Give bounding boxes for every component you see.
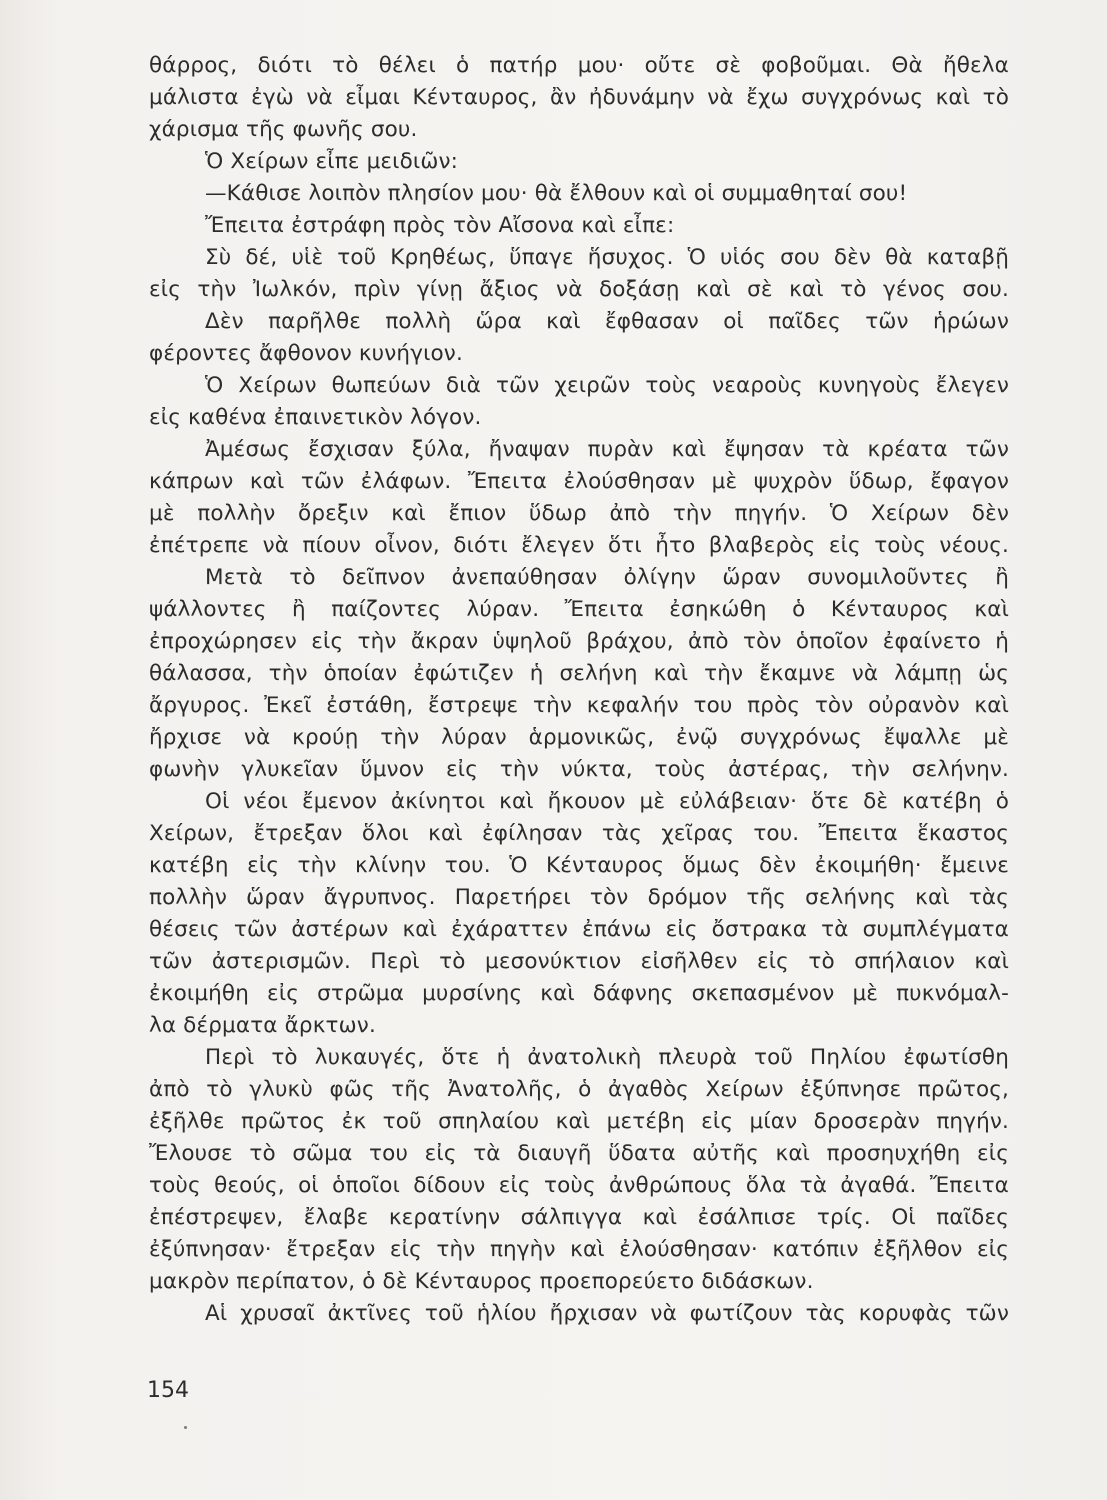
text-line: κατέβη εἰς τὴν κλίνην του. Ὁ Κένταυρος ὅμως δὲν ἐκοιμήθη· ἔμεινε (149, 853, 1009, 878)
text-line: ἐξύπνησαν· ἔτρεξαν εἰς τὴν πηγὴν καὶ ἐλούσθησαν· κατόπιν ἐξῆλθον εἰς (149, 1237, 1009, 1262)
text-line: Δὲν παρῆλθε πολλὴ ὥρα καὶ ἔφθασαν οἱ παῖδες τῶν ἡρώων (205, 309, 1009, 334)
text-line: θάρρος, διότι τὸ θέλει ὁ πατήρ μου· οὔτε σὲ φοβοῦμαι. Θὰ ἤθελα (149, 53, 1009, 78)
text-line: ἐκοιμήθη εἰς στρῶμα μυρσίνης καὶ δάφνης σκεπασμένον μὲ πυκνόμαλ- (149, 981, 1009, 1006)
body-text (149, 50, 1009, 1330)
text-line: Ἀμέσως ἔσχισαν ξύλα, ἤναψαν πυρὰν καὶ ἔψησαν τὰ κρέατα τῶν (205, 437, 1009, 462)
text-line: θάλασσα, τὴν ὁποίαν ἐφώτιζεν ἡ σελήνη καὶ τὴν ἔκαμνε νὰ λάμπῃ ὡς (149, 661, 1009, 686)
print-speck (184, 1426, 187, 1429)
text-line: θέσεις τῶν ἀστέρων καὶ ἐχάραττεν ἐπάνω εἰς ὄστρακα τὰ συμπλέγματα (149, 917, 1009, 942)
text-line: μακρὸν περίπατον, ὁ δὲ Κένταυρος προεπορεύετο διδάσκων. (149, 1269, 814, 1294)
text-line: εἰς καθένα ἐπαινετικὸν λόγον. (149, 405, 482, 430)
text-line: τῶν ἀστερισμῶν. Περὶ τὸ μεσονύκτιον εἰσῆλθεν εἰς τὸ σπήλαιον καὶ (149, 949, 1009, 974)
text-line: ἐπροχώρησεν εἰς τὴν ἄκραν ὑψηλοῦ βράχου, ἀπὸ τὸν ὁποῖον ἐφαίνετο ἡ (149, 629, 1009, 654)
text-line: Ὁ Χείρων εἶπε μειδιῶν: (205, 149, 459, 174)
text-line: εἰς τὴν Ἰωλκόν, πρὶν γίνῃ ἄξιος νὰ δοξάσῃ καὶ σὲ καὶ τὸ γένος σου. (149, 277, 1009, 302)
text-line: Οἱ νέοι ἔμενον ἀκίνητοι καὶ ἤκουον μὲ εὐλάβειαν· ὅτε δὲ κατέβη ὁ (205, 789, 1009, 814)
text-line: Αἱ χρυσαῖ ἀκτῖνες τοῦ ἡλίου ἤρχισαν νὰ φωτίζουν τὰς κορυφὰς τῶν (205, 1301, 1009, 1326)
text-line: Ἔπειτα ἐστράφη πρὸς τὸν Αἴσονα καὶ εἶπε: (205, 213, 675, 238)
text-line: κάπρων καὶ τῶν ἐλάφων. Ἔπειτα ἐλούσθησαν μὲ ψυχρὸν ὕδωρ, ἔφαγον (149, 469, 1009, 494)
text-line: Περὶ τὸ λυκαυγές, ὅτε ἡ ἀνατολικὴ πλευρὰ τοῦ Πηλίου ἐφωτίσθη (205, 1045, 1009, 1070)
text-line: χάρισμα τῆς φωνῆς σου. (149, 117, 418, 142)
text-line: ἐπέτρεπε νὰ πίουν οἶνον, διότι ἔλεγεν ὅτι ἦτο βλαβερὸς εἰς τοὺς νέους. (149, 533, 1009, 558)
text-line: λα δέρματα ἄρκτων. (149, 1013, 376, 1038)
text-line: Χείρων, ἔτρεξαν ὅλοι καὶ ἐφίλησαν τὰς χεῖρας του. Ἔπειτα ἕκαστος (149, 821, 1009, 846)
text-line: τοὺς θεούς, οἱ ὁποῖοι δίδουν εἰς τοὺς ἀνθρώπους ὅλα τὰ ἀγαθά. Ἔπειτα (149, 1173, 1009, 1198)
text-line: Ὁ Χείρων θωπεύων διὰ τῶν χειρῶν τοὺς νεαροὺς κυνηγοὺς ἔλεγεν (205, 373, 1009, 398)
text-line: φέροντες ἄφθονον κυνήγιον. (149, 341, 463, 366)
text-line: ἤρχισε νὰ κρούῃ τὴν λύραν ἁρμονικῶς, ἐνῷ συγχρόνως ἔψαλλε μὲ (149, 725, 1009, 750)
text-line: μάλιστα ἐγὼ νὰ εἶμαι Κένταυρος, ἂν ἠδυνάμην νὰ ἔχω συγχρόνως καὶ τὸ (149, 85, 1009, 110)
text-line: πολλὴν ὥραν ἄγρυπνος. Παρετήρει τὸν δρόμον τῆς σελήνης καὶ τὰς (149, 885, 1009, 910)
text-line: ψάλλοντες ἢ παίζοντες λύραν. Ἔπειτα ἐσηκώθη ὁ Κένταυρος καὶ (149, 597, 1009, 622)
text-line: ἐπέστρεψεν, ἔλαβε κερατίνην σάλπιγγα καὶ ἐσάλπισε τρίς. Οἱ παῖδες (149, 1205, 1009, 1230)
text-line: φωνὴν γλυκεῖαν ὕμνον εἰς τὴν νύκτα, τοὺς ἀστέρας, τὴν σελήνην. (149, 757, 1009, 782)
text-line: ἐξῆλθε πρῶτος ἐκ τοῦ σπηλαίου καὶ μετέβη εἰς μίαν δροσερὰν πηγήν. (149, 1109, 1009, 1134)
text-line: ἄργυρος. Ἐκεῖ ἐστάθη, ἔστρεψε τὴν κεφαλήν του πρὸς τὸν οὐρανὸν καὶ (149, 693, 1009, 718)
text-line: Μετὰ τὸ δεῖπνον ἀνεπαύθησαν ὀλίγην ὥραν συνομιλοῦντες ἢ (205, 565, 1009, 590)
text-line: —Κάθισε λοιπὸν πλησίον μου· θὰ ἔλθουν καὶ οἱ συμμαθηταί σου! (205, 181, 908, 206)
text-line: ἀπὸ τὸ γλυκὺ φῶς τῆς Ἀνατολῆς, ὁ ἀγαθὸς Χείρων ἐξύπνησε πρῶτος, (149, 1077, 1009, 1102)
page-number: 154 (147, 1378, 189, 1403)
text-line: Ἔλουσε τὸ σῶμα του εἰς τὰ διαυγῆ ὕδατα αὐτῆς καὶ προσηυχήθη εἰς (149, 1141, 1009, 1166)
text-line: Σὺ δέ, υἱὲ τοῦ Κρηθέως, ὕπαγε ἥσυχος. Ὁ υἱός σου δὲν θὰ καταβῇ (205, 245, 1009, 270)
text-line: μὲ πολλὴν ὄρεξιν καὶ ἔπιον ὕδωρ ἀπὸ τὴν πηγήν. Ὁ Χείρων δὲν (149, 501, 1009, 526)
